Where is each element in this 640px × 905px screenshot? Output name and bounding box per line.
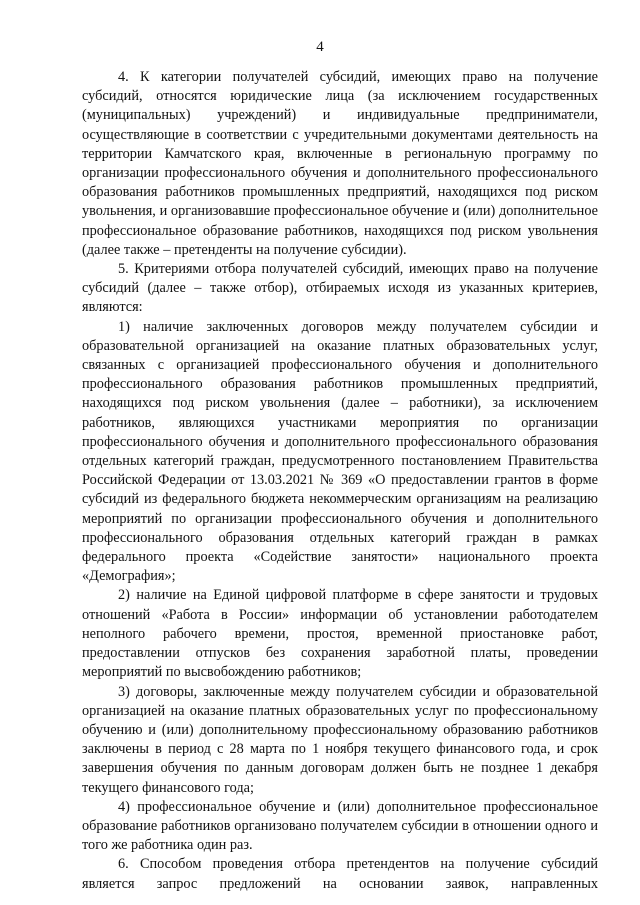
paragraph-5-item-1: 1) наличие заключенных договоров между получателем субсидии и образовательной организацией на оказание платных образовательных услуг, связанных с организацией профессионального обучения и дополнительного профессионального образования работников промышленных предприятий, находящихся под риском увольнения (далее – работники), за исключением работников, являющихся участниками мероприятия по организации профессионального обучения и дополнительного профессионального образования отдельных категорий граждан, предусмотренного постановлением Правительства Российской Федерации от 13.03.2021 № 369 «О предоставлении грантов в форме субсидий из федерального бюджета некоммерческим организациям на реализацию мероприятий по организации профессионального обучения и дополнительного профессионального образования отдельных категорий граждан в рамках федерального проекта «Содействие занятости» национального проекта «Демография»; [82,318,598,585]
paragraph-5-item-3: 3) договоры, заключенные между получателем субсидии и образовательной организацией на оказание платных образовательных услуг по профессиональному обучению и (или) дополнительному профессиональному образованию работников заключены в период с 28 марта по 1 ноября текущего финансового года, и срок завершения обучения по данным договорам должен быть не позднее 1 декабря текущего финансового года; [82,683,598,796]
document-body [82,68,598,894]
paragraph-4: 4. К категории получателей субсидий, имеющих право на получение субсидий, относятся юридические лица (за исключением государственных (муниципальных) учреждений) и индивидуальные предприниматели, осуществляющие в соответствии с учредительными документами деятельность на территории Камчатского края, включенные в региональную программу по организации профессионального обучения и дополнительного профессионального образования работников промышленных предприятий, находящихся под риском увольнения, и организовавшие профессиональное обучение и (или) дополнительное профессиональное образование работников, находящихся под риском увольнения (далее также – претенденты на получение субсидии). [82,69,598,258]
page-number: 4 [316,39,324,55]
paragraph-5-item-2: 2) наличие на Единой цифровой платформе в сфере занятости и трудовых отношений «Работа в России» информации об установлении работодателем неполного рабочего времени, простоя, временной приостановке работ, предоставлении отпусков без сохранения заработной платы, проведении мероприятий по высвобождению работников; [82,587,598,681]
paragraph-5-item-4: 4) профессиональное обучение и (или) дополнительное профессиональное образование работников организовано получателем субсидии в отношении одного и того же работника один раз. [82,798,598,854]
paragraph-5: 5. Критериями отбора получателей субсидий, имеющих право на получение субсидий (далее – также отбор), отбираемых исходя из указанных критериев, являются: [82,261,598,316]
paragraph-6: 6. Способом проведения отбора претендентов на получение субсидий является запрос предложений на основании заявок, направленных [82,856,598,892]
